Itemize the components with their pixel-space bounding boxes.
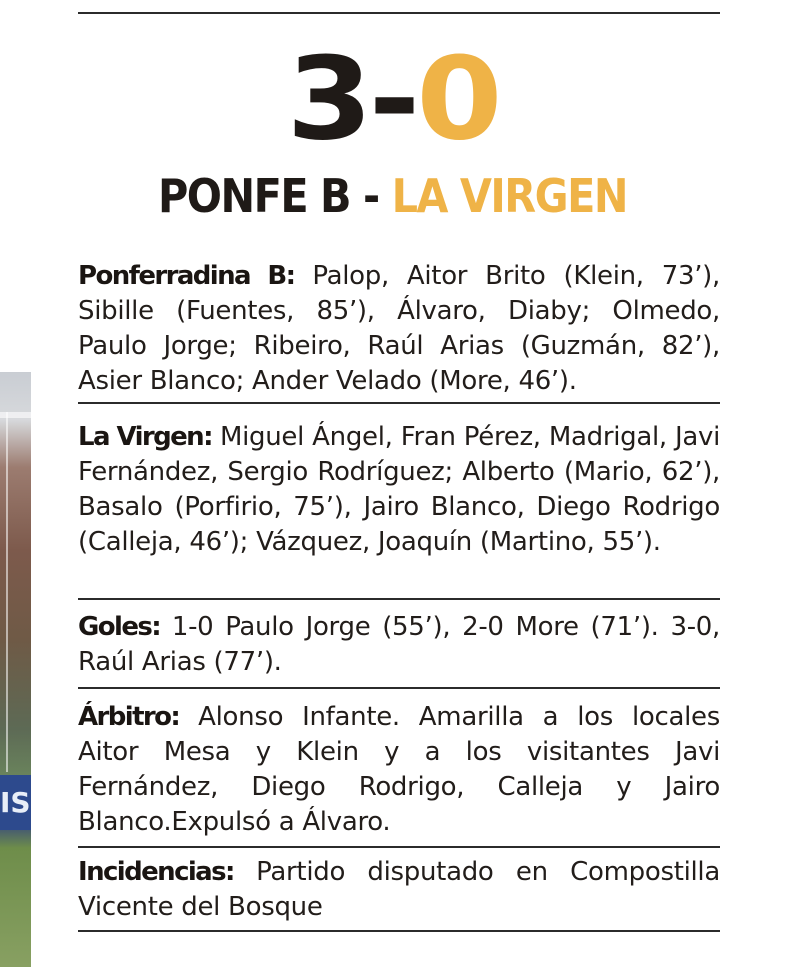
top-rule xyxy=(78,12,720,14)
match-teams xyxy=(0,170,785,222)
referee-text: Alonso Infante. Amarilla a los locales Aitor Mesa y Klein y a los visitantes Javi Fernández, Diego Rodrigo, Calleja y Jairo Blanco.Expulsó a Álvaro. xyxy=(78,702,720,837)
divider-4 xyxy=(78,846,720,848)
ponferradina-label: Ponferradina B: xyxy=(78,261,295,291)
goals xyxy=(78,610,720,680)
photo-sign: IS xyxy=(0,775,31,830)
la-virgen-label: La Virgen: xyxy=(78,422,212,452)
goals-text: 1-0 Paulo Jorge (55’), 2-0 More (71’). 3-0, Raúl Arias (77’). xyxy=(78,612,720,677)
divider-2 xyxy=(78,598,720,600)
referee-label: Árbitro: xyxy=(78,702,180,732)
referee xyxy=(78,700,720,840)
photo-crossbar xyxy=(0,412,31,418)
divider-1 xyxy=(78,402,720,404)
photo-goal-net xyxy=(6,412,8,772)
incidents xyxy=(78,855,720,925)
goals-label: Goles: xyxy=(78,612,161,642)
incidents-label: Incidencias: xyxy=(78,857,234,887)
home-score: 3 xyxy=(286,33,369,167)
away-team: LA VIRGEN xyxy=(391,169,628,223)
edge-photo xyxy=(0,372,31,967)
final-score xyxy=(0,33,785,167)
ponferradina-lineup xyxy=(78,259,720,399)
la-virgen-lineup xyxy=(78,420,720,560)
incidents-text: Partido disputado en Compostilla Vicente del Bosque xyxy=(78,857,720,922)
home-team: PONFE B xyxy=(157,169,351,223)
ponferradina-text: Palop, Aitor Brito (Klein, 73’), Sibille (Fuentes, 85’), Álvaro, Diaby; Olmedo, Paulo Jorge; Ribeiro, Raúl Arias (Guzmán, 82’), Asier Blanco; Ander Velado (More, 46’). xyxy=(78,261,720,396)
bottom-rule xyxy=(78,930,720,932)
away-score: 0 xyxy=(416,33,499,167)
teams-separator: - xyxy=(350,169,392,223)
divider-3 xyxy=(78,687,720,689)
score-separator: - xyxy=(368,33,417,167)
la-virgen-text: Miguel Ángel, Fran Pérez, Madrigal, Javi Fernández, Sergio Rodríguez; Alberto (Mario, 62’), Basalo (Porfirio, 75’), Jairo Blanco, Diego Rodrigo (Calleja, 46’); Vázquez, Joaquín (Martino, 55’). xyxy=(78,422,721,557)
